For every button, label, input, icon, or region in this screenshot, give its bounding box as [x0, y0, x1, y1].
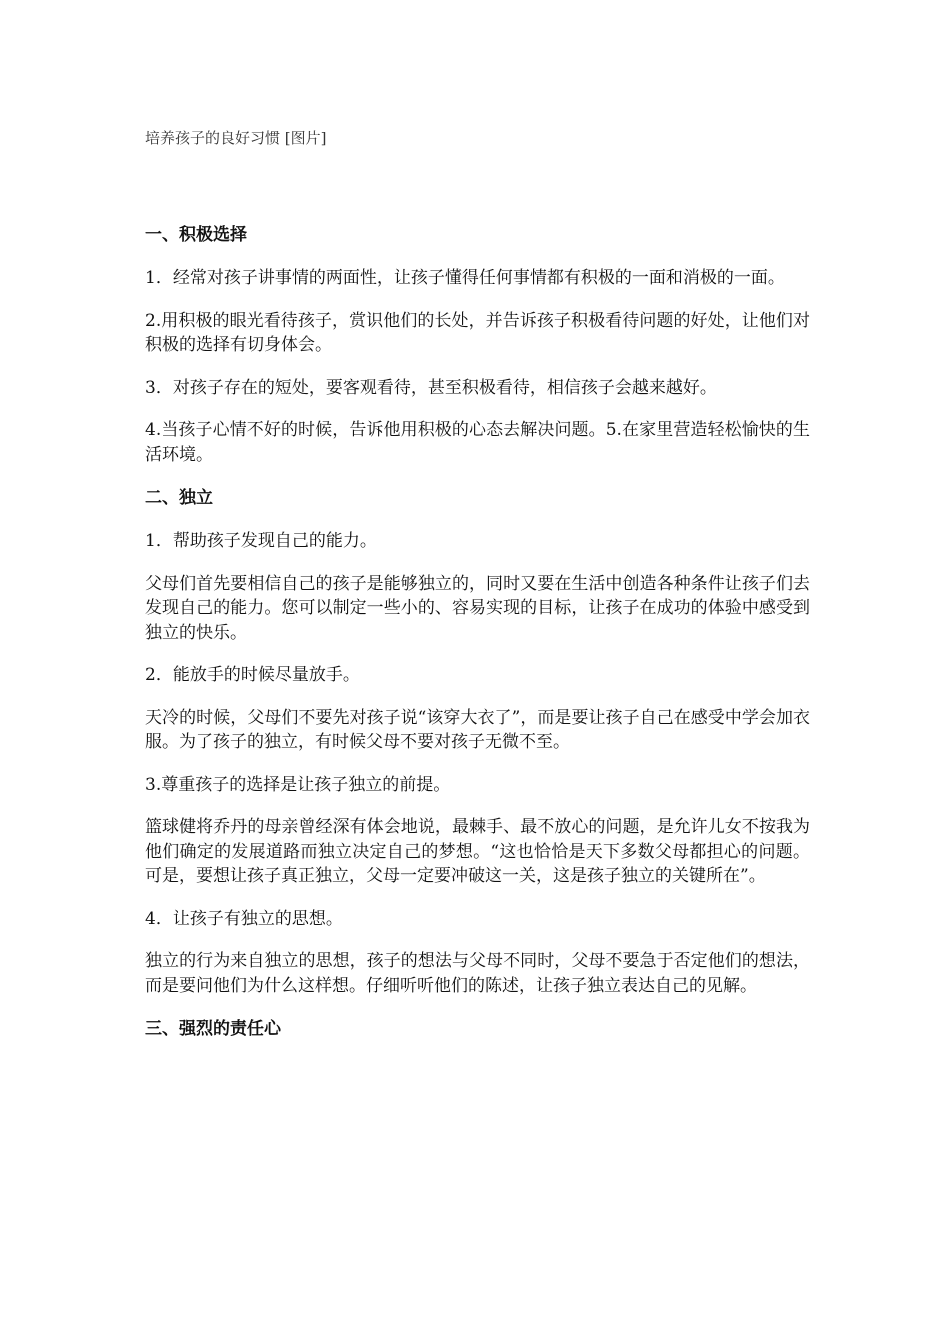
document-title: 培养孩子的良好习惯 [图片] — [145, 129, 327, 147]
section-heading: 一、积极选择 — [145, 225, 247, 245]
section-responsibility — [145, 1016, 810, 1042]
section-heading: 三、强烈的责任心 — [145, 1019, 281, 1039]
paragraph: 1．经常对孩子讲事情的两面性，让孩子懂得任何事情都有积极的一面和消极的一面。 — [145, 268, 785, 288]
paragraph: 1．帮助孩子发现自己的能力。 — [145, 531, 377, 551]
paragraph: 天冷的时候，父母们不要先对孩子说“该穿大衣了”，而是要让孩子自己在感受中学会加衣服。为了孩子的独立，有时候父母不要对孩子无微不至。 — [145, 707, 810, 752]
section-independence — [145, 485, 810, 998]
paragraph: 独立的行为来自独立的思想，孩子的想法与父母不同时，父母不要急于否定他们的想法，而是要问他们为什么这样想。仔细听听他们的陈述，让孩子独立表达自己的见解。 — [145, 951, 810, 996]
paragraph: 父母们首先要相信自己的孩子是能够独立的，同时又要在生活中创造各种条件让孩子们去发现自己的能力。您可以制定一些小的、容易实现的目标，让孩子在成功的体验中感受到独立的快乐。 — [145, 573, 810, 643]
section-heading: 二、独立 — [145, 488, 213, 508]
paragraph: 4．让孩子有独立的思想。 — [145, 908, 343, 929]
document-body — [145, 222, 810, 1060]
paragraph: 3.尊重孩子的选择是让孩子独立的前提。 — [145, 774, 451, 795]
paragraph: 3．对孩子存在的短处，要客观看待，甚至积极看待，相信孩子会越来越好。 — [145, 377, 717, 398]
paragraph: 4.当孩子心情不好的时候，告诉他用积极的心态去解决问题。5.在家里营造轻松愉快的生活环境。 — [145, 420, 810, 465]
paragraph: 2.用积极的眼光看待孩子，赏识他们的长处，并告诉孩子积极看待问题的好处，让他们对积极的选择有切身体会。 — [145, 310, 810, 355]
paragraph: 2．能放手的时候尽量放手。 — [145, 665, 360, 685]
section-positive-choice — [145, 222, 810, 467]
paragraph: 篮球健将乔丹的母亲曾经深有体会地说，最棘手、最不放心的问题，是允许儿女不按我为他们确定的发展道路而独立决定自己的梦想。“这也恰恰是天下多数父母都担心的问题。可是，要想让孩子真正独立，父母一定要冲破这一关，这是孩子独立的关键所在”。 — [145, 817, 810, 886]
